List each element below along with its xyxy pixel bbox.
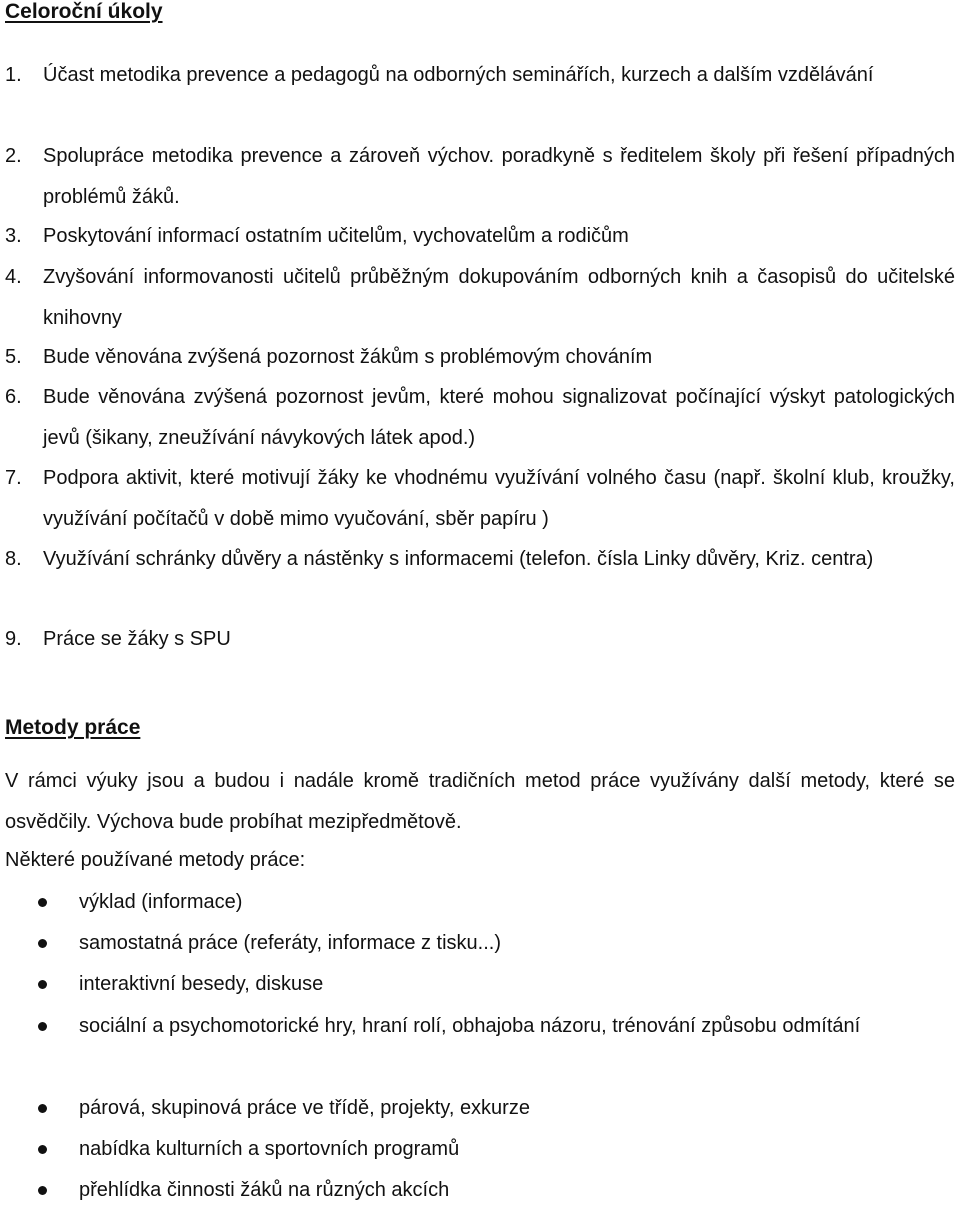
item-text: Poskytování informací ostatním učitelům, vychovatelům a rodičům [43, 225, 629, 247]
item-text: Bude věnována zvýšená pozornost žákům s problémovým chováním [43, 346, 653, 368]
bullet-item [0, 964, 960, 1005]
section-heading-work-methods: Metody práce [5, 716, 141, 739]
methods-intro: Některé používané metody práce: [5, 849, 306, 871]
numbered-item [0, 539, 960, 580]
bullet-icon [38, 1186, 47, 1195]
bullet-item [0, 1088, 960, 1129]
item-number: 7. [5, 467, 22, 489]
bullet-text: interaktivní besedy, diskuse [79, 973, 324, 995]
section-heading-annual-tasks: Celoroční úkoly [5, 0, 163, 23]
bullet-item [0, 882, 960, 923]
numbered-item [0, 216, 960, 257]
item-number: 5. [5, 346, 22, 368]
bullet-item [0, 1129, 960, 1170]
item-text: Účast metodika prevence a pedagogů na odborných seminářích, kurzech a dalším vzdělávání [43, 64, 874, 86]
item-text: Spolupráce metodika prevence a zároveň výchov. poradkyně s ředitelem školy při řešení případných problémů žáků. [43, 145, 955, 208]
numbered-item [0, 619, 960, 660]
numbered-item [0, 55, 960, 96]
item-number: 4. [5, 266, 22, 288]
bullet-item [0, 1170, 960, 1211]
bullet-text: samostatná práce (referáty, informace z tisku...) [79, 932, 502, 954]
item-number: 9. [5, 628, 22, 650]
bullet-icon [38, 1145, 47, 1154]
bullet-text: sociální a psychomotorické hry, hraní rolí, obhajoba názoru, trénování způsobu odmítání [79, 1015, 861, 1037]
bullet-text: párová, skupinová práce ve třídě, projekty, exkurze [79, 1097, 530, 1119]
bullet-text: přehlídka činnosti žáků na různých akcích [79, 1179, 450, 1201]
numbered-item [0, 458, 960, 540]
numbered-item [0, 377, 960, 459]
item-number: 8. [5, 548, 22, 570]
bullet-text: výklad (informace) [79, 891, 243, 913]
bullet-icon [38, 939, 47, 948]
bullet-icon [38, 980, 47, 989]
item-text: Zvyšování informovanosti učitelů průběžným dokupováním odborných knih a časopisů do učitelské knihovny [43, 266, 955, 329]
item-text: Práce se žáky s SPU [43, 628, 231, 650]
bullet-item [0, 923, 960, 964]
bullet-text: nabídka kulturních a sportovních programů [79, 1138, 460, 1160]
item-number: 3. [5, 225, 22, 247]
numbered-item [0, 136, 960, 218]
item-text: Bude věnována zvýšená pozornost jevům, které mohou signalizovat počínající výskyt patologických jevů (šikany, zneužívání návykových látek apod.) [43, 386, 955, 449]
item-text: Využívání schránky důvěry a nástěnky s informacemi (telefon. čísla Linky důvěry, Kriz. centra) [43, 548, 874, 570]
item-text: Podpora aktivit, které motivují žáky ke vhodnému využívání volného času (např. školní klub, kroužky, využívání počítačů v době mimo vyučování, sběr papíru ) [43, 467, 955, 530]
item-number: 2. [5, 145, 22, 167]
numbered-item [0, 257, 960, 339]
item-number: 1. [5, 64, 22, 86]
methods-paragraph: V rámci výuky jsou a budou i nadále kromě tradičních metod práce využívány další metody, které se osvědčily. Výchova bude probíhat mezipředmětově. [5, 770, 955, 833]
bullet-icon [38, 1022, 47, 1031]
item-number: 6. [5, 386, 22, 408]
numbered-item [0, 337, 960, 378]
bullet-icon [38, 898, 47, 907]
bullet-icon [38, 1104, 47, 1113]
bullet-item [0, 1006, 960, 1047]
